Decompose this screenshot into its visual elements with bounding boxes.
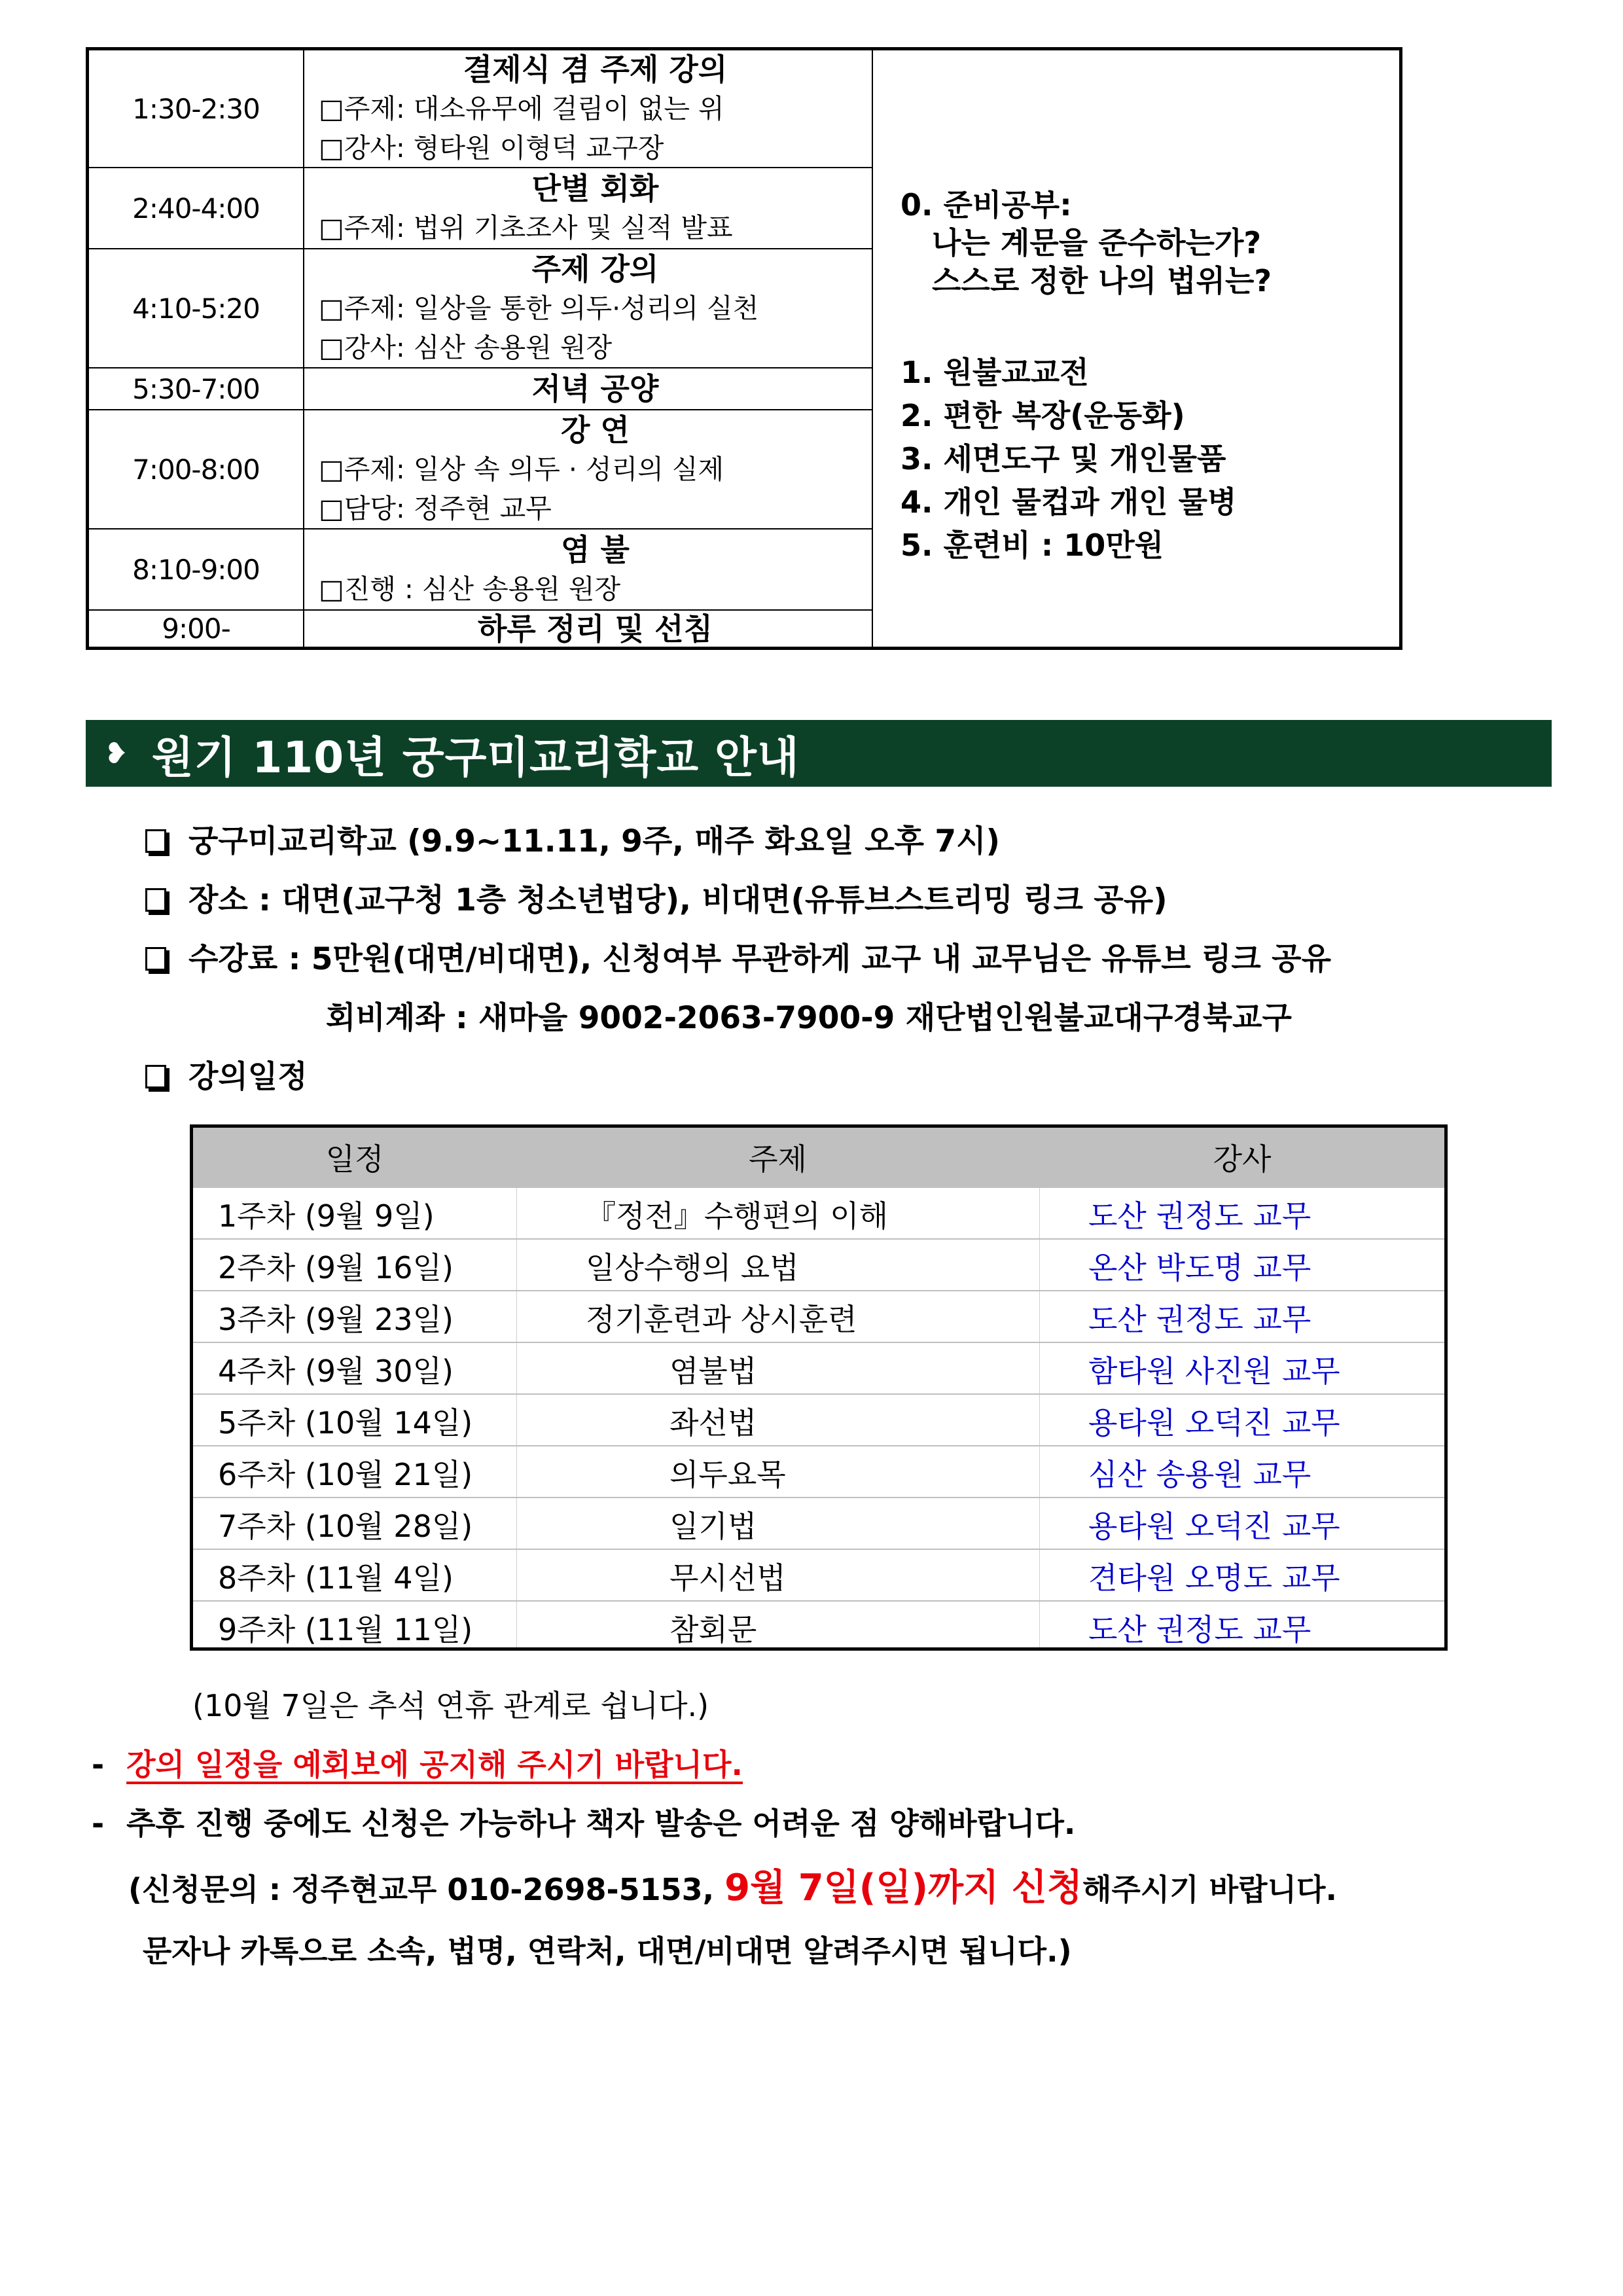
time-slot: 2:40-4:00 bbox=[132, 192, 260, 224]
lecturer-cell: 도산 권정도 교무 bbox=[1088, 1611, 1311, 1647]
topic-cell: 『정전』수행편의 이해 bbox=[586, 1198, 889, 1234]
preparation-item: 5. 훈련비 : 10만원 bbox=[901, 528, 1164, 563]
activity-detail: □강사: 심산 송용원 원장 bbox=[319, 332, 613, 363]
activity-detail: □진행 : 심산 송용원 원장 bbox=[319, 573, 621, 605]
lecturer-cell: 견타원 오명도 교무 bbox=[1088, 1560, 1340, 1596]
preparation-heading: 0. 준비공부: bbox=[901, 187, 1072, 223]
time-slot: 1:30-2:30 bbox=[132, 92, 260, 125]
table-row bbox=[193, 1342, 1444, 1395]
activity-detail: □주제: 일상 속 의두 · 성리의 실제 bbox=[319, 454, 724, 485]
info-item-fee bbox=[145, 935, 1331, 978]
date-cell: 6주차 (10월 21일) bbox=[218, 1456, 473, 1492]
lecturer-cell: 도산 권정도 교무 bbox=[1088, 1301, 1311, 1337]
activity-title: 주제 강의 bbox=[531, 251, 659, 287]
lecturer-cell: 용타원 오덕진 교무 bbox=[1088, 1508, 1340, 1544]
preparation-item: 4. 개인 물컵과 개인 물병 bbox=[901, 484, 1237, 520]
date-cell: 7주차 (10월 28일) bbox=[218, 1508, 473, 1544]
info-text: 강의일정 bbox=[188, 1059, 308, 1095]
lecturer-cell: 심산 송용원 교무 bbox=[1088, 1456, 1311, 1492]
activity-detail: □주제: 법위 기초조사 및 실적 발표 bbox=[319, 212, 733, 243]
preparation-question: 스스로 정한 나의 법위는? bbox=[932, 263, 1272, 298]
date-cell: 9주차 (11월 11일) bbox=[218, 1611, 473, 1647]
info-text: 수강료 : 5만원(대면/비대면), 신청여부 무관하게 교구 내 교무님은 유튜브 링크 공유 bbox=[188, 941, 1331, 977]
time-slot: 4:10-5:20 bbox=[132, 292, 260, 325]
column-header-lecturer: 강사 bbox=[1213, 1141, 1272, 1177]
late-apply-text: 추후 진행 중에도 신청은 가능하나 책자 발송은 어려운 점 양해바랍니다. bbox=[126, 1806, 1076, 1841]
date-cell: 2주차 (9월 16일) bbox=[218, 1249, 454, 1285]
dash-bullet: - bbox=[92, 1747, 105, 1782]
activity-detail: □주제: 대소유무에 걸림이 없는 위 bbox=[319, 93, 724, 124]
date-cell: 3주차 (9월 23일) bbox=[218, 1301, 454, 1337]
activity-title: 결제식 겸 주제 강의 bbox=[463, 52, 728, 87]
table-row bbox=[193, 1393, 1444, 1446]
info-item-schedule bbox=[145, 1052, 308, 1096]
table-row bbox=[193, 1445, 1444, 1498]
date-cell: 8주차 (11월 4일) bbox=[218, 1560, 454, 1596]
activity-title: 저녁 공양 bbox=[531, 371, 659, 406]
lecturer-cell: 용타원 오덕진 교무 bbox=[1088, 1405, 1340, 1441]
time-slot: 5:30-7:00 bbox=[132, 372, 260, 405]
topic-cell: 일상수행의 요법 bbox=[586, 1249, 799, 1285]
preparation-item: 1. 원불교교전 bbox=[901, 355, 1089, 390]
checkbox-bullet-icon bbox=[145, 888, 166, 912]
activity-detail: □주제: 일상을 통한 의두·성리의 실천 bbox=[319, 293, 759, 324]
topic-cell: 참회문 bbox=[669, 1611, 757, 1647]
lecturer-cell: 도산 권정도 교무 bbox=[1088, 1198, 1311, 1234]
preparation-item: 2. 편한 복장(운동화) bbox=[901, 398, 1185, 433]
date-cell: 4주차 (9월 30일) bbox=[218, 1353, 454, 1389]
checkbox-bullet-icon bbox=[145, 1065, 166, 1088]
late-apply-line bbox=[92, 1800, 1075, 1843]
section-title: 원기 110년 궁구미교리학교 안내 bbox=[151, 732, 800, 783]
course-schedule-table bbox=[190, 1124, 1448, 1651]
preparation-question: 나는 계문을 준수하는가? bbox=[932, 225, 1262, 260]
time-slot: 7:00-8:00 bbox=[132, 453, 260, 486]
account-info: 회비계좌 : 새마을 9002-2063-7900-9 재단법인원불교대구경북교구 bbox=[326, 1000, 1292, 1036]
topic-cell: 정기훈련과 상시훈련 bbox=[586, 1301, 857, 1337]
table-row bbox=[193, 1187, 1444, 1240]
column-divider bbox=[872, 50, 873, 647]
activity-cell bbox=[304, 249, 872, 367]
table-row bbox=[193, 1549, 1444, 1602]
dash-bullet: - bbox=[92, 1806, 105, 1841]
leaf-bullet-icon: ❥ bbox=[104, 736, 128, 770]
topic-cell: 염불법 bbox=[669, 1353, 757, 1389]
activity-cell bbox=[304, 368, 872, 409]
info-item-location bbox=[145, 876, 1168, 920]
time-slot: 8:10-9:00 bbox=[132, 553, 260, 586]
lecturer-cell: 함타원 사진원 교무 bbox=[1088, 1353, 1340, 1389]
deadline-text: 9월 7일(일)까지 신청 bbox=[724, 1867, 1082, 1909]
table-row bbox=[193, 1600, 1444, 1653]
section-header bbox=[86, 720, 1552, 787]
contact-suffix: 해주시기 바랍니다. bbox=[1082, 1872, 1337, 1907]
preparation-item: 3. 세면도구 및 개인물품 bbox=[901, 441, 1226, 476]
topic-cell: 무시선법 bbox=[669, 1560, 786, 1596]
checkbox-bullet-icon bbox=[145, 947, 166, 971]
activity-title: 하루 정리 및 선침 bbox=[477, 611, 713, 647]
info-text: 장소 : 대면(교구청 1층 청소년법당), 비대면(유튜브스트리밍 링크 공유) bbox=[188, 882, 1168, 918]
info-text: 궁구미교리학교 (9.9~11.11, 9주, 매주 화요일 오후 7시) bbox=[188, 823, 1000, 859]
activity-title: 단별 회화 bbox=[531, 171, 659, 206]
notice-line bbox=[92, 1741, 743, 1784]
activity-cell bbox=[304, 410, 872, 528]
table-row bbox=[193, 1497, 1444, 1550]
activity-title: 염 불 bbox=[561, 532, 630, 567]
topic-cell: 의두요목 bbox=[669, 1456, 786, 1492]
contact-prefix: (신청문의 : 정주현교무 010-2698-5153, bbox=[128, 1872, 725, 1907]
contact-method: 문자나 카톡으로 소속, 법명, 연락처, 대면/비대면 알려주시면 됩니다.) bbox=[143, 1933, 1072, 1969]
contact-line bbox=[128, 1859, 1337, 1911]
topic-cell: 일기법 bbox=[669, 1508, 757, 1544]
date-cell: 5주차 (10월 14일) bbox=[218, 1405, 473, 1441]
table-row bbox=[193, 1290, 1444, 1343]
activity-detail: □강사: 형타원 이형덕 교구장 bbox=[319, 132, 664, 164]
topic-cell: 좌선법 bbox=[669, 1405, 757, 1441]
holiday-note: (10월 7일은 추석 연휴 관계로 쉽니다.) bbox=[192, 1688, 709, 1723]
activity-cell bbox=[304, 50, 872, 167]
preparation-list bbox=[886, 50, 1397, 647]
retreat-schedule-table bbox=[86, 47, 1402, 650]
column-header-topic: 주제 bbox=[749, 1141, 807, 1177]
activity-cell bbox=[304, 611, 872, 647]
lecturer-cell: 온산 박도명 교무 bbox=[1088, 1249, 1311, 1285]
column-header-date: 일정 bbox=[325, 1141, 384, 1177]
info-item-period bbox=[145, 817, 1000, 861]
date-cell: 1주차 (9월 9일) bbox=[218, 1198, 435, 1234]
activity-cell bbox=[304, 168, 872, 248]
activity-detail: □담당: 정주현 교무 bbox=[319, 493, 552, 524]
checkbox-bullet-icon bbox=[145, 829, 166, 853]
activity-title: 강 연 bbox=[561, 412, 630, 448]
table-row bbox=[193, 1238, 1444, 1291]
activity-cell bbox=[304, 529, 872, 609]
time-slot: 9:00- bbox=[162, 613, 230, 645]
notice-red-text: 강의 일정을 예회보에 공지해 주시기 바랍니다. bbox=[126, 1747, 743, 1782]
